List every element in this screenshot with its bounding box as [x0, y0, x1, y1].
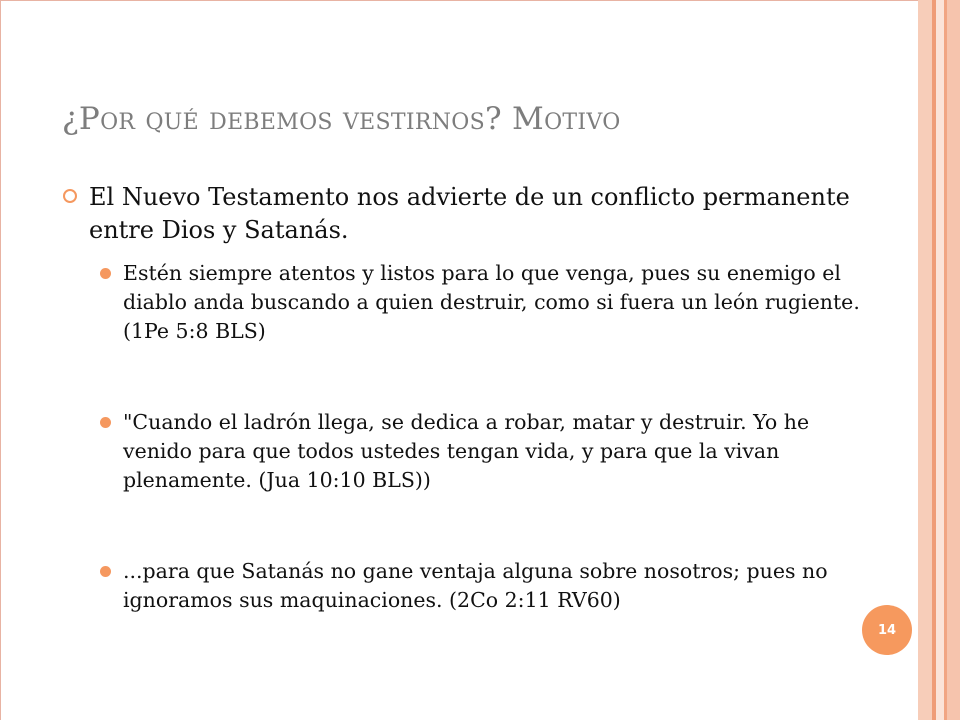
subbullet-2 [100, 408, 860, 495]
dot-bullet-icon [100, 417, 111, 428]
title-mid: ? [484, 101, 513, 137]
slide-title [62, 101, 902, 137]
page-number-badge: 14 [862, 605, 912, 655]
subbullet-text: ...para que Satanás no gane ventaja alguna sobre nosotros; pues no ignoramos sus maquinaciones. (2Co 2:11 RV60) [123, 559, 828, 612]
subbullet-text: "Cuando el ladrón llega, se dedica a robar, matar y destruir. Yo he venido para que todos ustedes tengan vida, y para que la vivan plenamente. (Jua 10:10 BLS)) [123, 410, 810, 492]
decorative-stripes [918, 0, 960, 720]
title-p-rest: or qué debemos vestirnos [100, 101, 485, 137]
title-m-cap: M [512, 101, 545, 137]
bullet-main-text: El Nuevo Testamento nos advierte de un conflicto permanente entre Dios y Satanás. [89, 183, 850, 244]
bullet-main [63, 181, 853, 247]
ring-bullet-icon [63, 189, 77, 203]
dot-bullet-icon [100, 268, 111, 279]
subbullet-text: Estén siempre atentos y listos para lo que venga, pues su enemigo el diablo anda buscando a quien destruir, como si fuera un león rugiente. (1Pe 5:8 BLS) [123, 261, 860, 343]
dot-bullet-icon [100, 566, 111, 577]
title-m-rest: otivo [544, 101, 621, 137]
subbullet-3 [100, 557, 860, 615]
title-prefix: ¿ [62, 101, 79, 137]
title-p-cap: P [78, 101, 101, 137]
subbullet-1 [100, 259, 860, 346]
